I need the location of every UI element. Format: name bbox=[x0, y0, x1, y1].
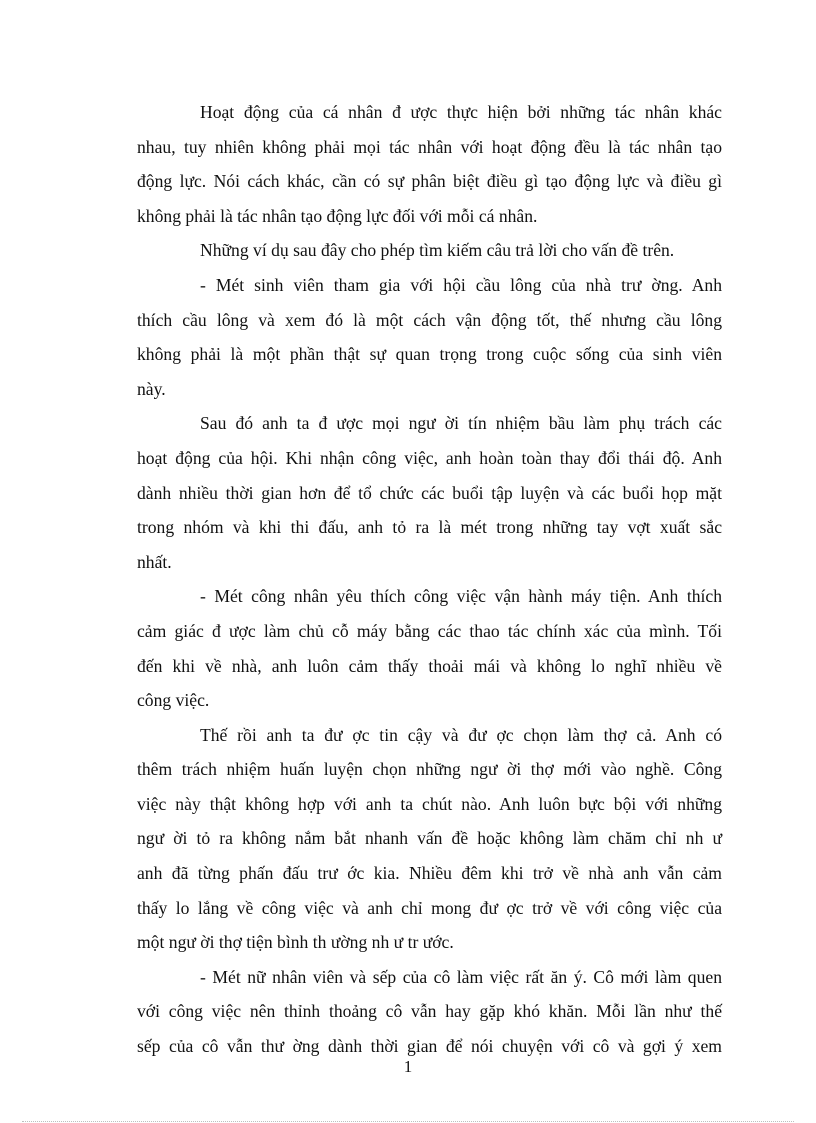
text-line: đến khi về nhà, anh luôn cảm thấy thoải mái và không lo nghĩ nhiều về bbox=[137, 655, 722, 676]
text-line: - Mét công nhân yêu thích công việc vận hành máy tiện. Anh thích bbox=[200, 586, 722, 607]
text-line: ngư ời tỏ ra không nắm bắt nhanh vấn đề hoặc không làm chăm chỉ nh ư bbox=[137, 828, 722, 849]
text-line: với công việc nên thỉnh thoảng cô vẫn hay gặp khó khăn. Mỗi lần như thế bbox=[137, 1001, 722, 1022]
text-line: này. bbox=[137, 378, 166, 399]
text-line: một ngư ời thợ tiện bình th ường nh ư tr ước. bbox=[137, 932, 454, 953]
text-line: thêm trách nhiệm huấn luyện chọn những ngư ời thợ mới vào nghề. Công bbox=[137, 759, 722, 780]
text-line: - Mét nữ nhân viên và sếp của cô làm việc rất ăn ý. Cô mới làm quen bbox=[200, 966, 722, 987]
text-line: trong nhóm và khi thi đấu, anh tỏ ra là mét trong những tay vợt xuất sắc bbox=[137, 517, 722, 538]
text-line: hoạt động của hội. Khi nhận công việc, anh hoàn toàn thay đổi thái độ. Anh bbox=[137, 447, 722, 468]
text-line: công việc. bbox=[137, 690, 210, 711]
text-line: không phải là một phần thật sự quan trọng trong cuộc sống của sinh viên bbox=[137, 344, 722, 365]
text-line: động lực. Nói cách khác, cần có sự phân biệt điều gì tạo động lực và điều gì bbox=[137, 171, 722, 192]
text-line: cảm giác đ ược làm chủ cỗ máy bằng các thao tác chính xác của mình. Tối bbox=[137, 620, 722, 641]
text-line: việc này thật không hợp với anh ta chút nào. Anh luôn bực bội với những bbox=[137, 793, 722, 814]
text-line: Thế rồi anh ta đư ợc tin cậy và đư ợc chọn làm thợ cả. Anh có bbox=[200, 724, 722, 745]
text-line: không phải là tác nhân tạo động lực đối với mỗi cá nhân. bbox=[137, 205, 538, 226]
text-line: Hoạt động của cá nhân đ ược thực hiện bởi những tác nhân khác bbox=[200, 102, 722, 122]
text-line: dành nhiều thời gian hơn để tổ chức các buổi tập luyện và các buổi họp mặt bbox=[137, 482, 722, 503]
text-line: - Mét sinh viên tham gia với hội cầu lông của nhà trư ờng. Anh bbox=[200, 274, 722, 295]
text-line: Những ví dụ sau đây cho phép tìm kiếm câu trả lời cho vấn đề trên. bbox=[200, 240, 675, 261]
page-bottom-divider bbox=[22, 1121, 794, 1122]
text-line: nhất. bbox=[137, 551, 172, 572]
text-line: thích cầu lông và xem đó là một cách vận động tốt, thế nhưng cầu lông bbox=[137, 309, 722, 330]
text-line: anh đã từng phấn đấu trư ớc kia. Nhiều đêm khi trở về nhà anh vẫn cảm bbox=[137, 863, 722, 884]
text-line: sếp của cô vẫn thư ờng dành thời gian để nói chuyện với cô và gợi ý xem bbox=[137, 1036, 722, 1057]
body-text bbox=[137, 95, 722, 1064]
text-line: nhau, tuy nhiên không phải mọi tác nhân với hoạt động đều là tác nhân tạo bbox=[137, 136, 722, 157]
text-line: thấy lo lắng về công việc và anh chỉ mong đư ợc trở về với công việc của bbox=[137, 897, 722, 918]
text-line: Sau đó anh ta đ ược mọi ngư ời tín nhiệm bầu làm phụ trách các bbox=[200, 413, 722, 434]
page-number: 1 bbox=[403, 1057, 413, 1076]
